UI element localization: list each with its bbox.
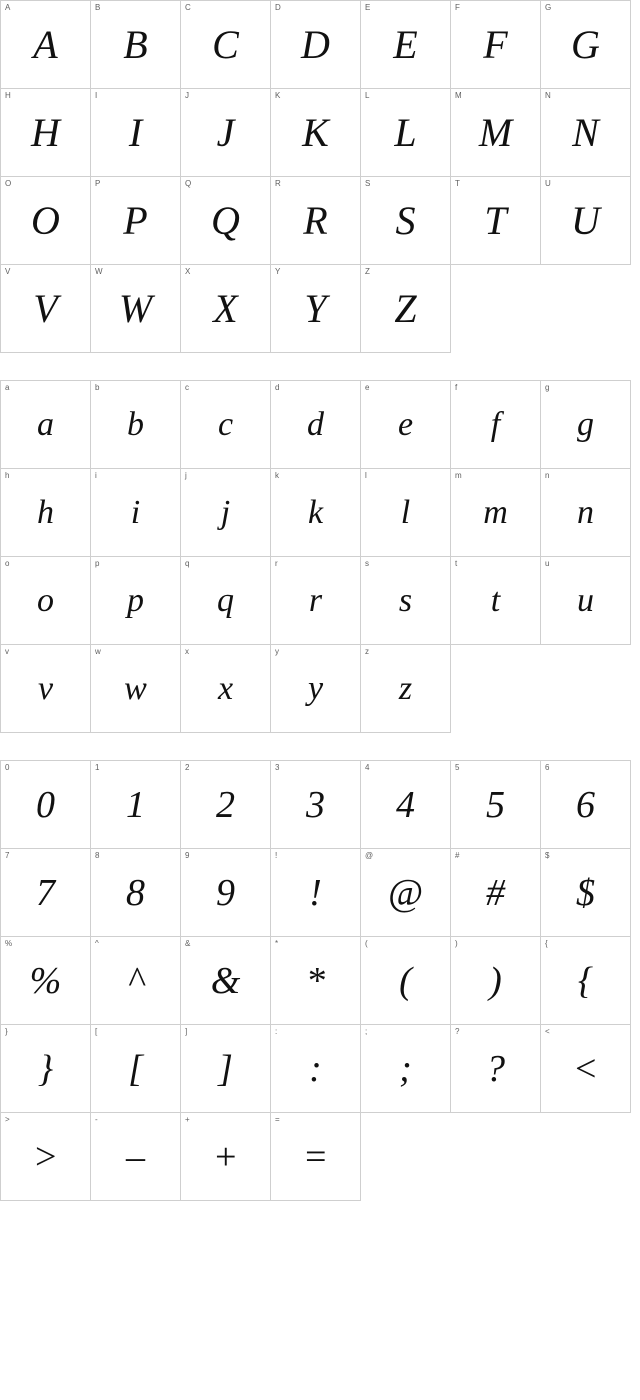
glyph-sample: h [37,493,54,531]
glyph-sample: < [572,1047,599,1090]
glyph-cell[interactable] [541,381,631,469]
glyph-code-label: f [455,383,458,392]
glyph-sample: A [33,21,58,67]
glyph-cell[interactable] [361,1,451,89]
glyph-cell[interactable] [361,557,451,645]
glyph-sample: n [577,493,594,531]
glyph-sample: ! [309,871,322,914]
glyph-sample: M [478,109,513,155]
glyph-code-label: y [275,647,279,656]
glyph-code-label: x [185,647,189,656]
glyph-block-uppercase [0,0,631,353]
glyph-cell[interactable] [181,1113,271,1201]
glyph-code-label: 9 [185,851,190,860]
glyph-cell[interactable] [181,557,271,645]
glyph-sample: $ [576,871,595,914]
glyph-cell[interactable] [361,381,451,469]
glyph-cell[interactable] [91,1025,181,1113]
glyph-code-label: ? [455,1027,460,1036]
glyph-sample: – [126,1135,145,1178]
glyph-code-label: ( [365,939,368,948]
glyph-sample: I [128,109,143,155]
glyph-code-label: W [95,267,103,276]
glyph-sample: p [127,581,144,619]
glyph-sample: r [308,581,323,619]
glyph-cell[interactable] [181,1025,271,1113]
glyph-cell-empty [541,1113,631,1201]
glyph-sample: 8 [126,871,145,914]
glyph-code-label: K [275,91,281,100]
glyph-cell[interactable] [271,645,361,733]
glyph-code-label: : [275,1027,278,1036]
glyph-cell[interactable] [1,937,91,1025]
glyph-code-label: p [95,559,100,568]
glyph-cell[interactable] [361,89,451,177]
glyph-sample: 1 [126,783,145,826]
glyph-code-label: s [365,559,369,568]
glyph-cell[interactable] [271,469,361,557]
glyph-code-label: 1 [95,763,100,772]
glyph-cell[interactable] [91,557,181,645]
glyph-cell[interactable] [91,265,181,353]
glyph-sample: q [217,581,234,619]
glyph-code-label: @ [365,851,374,860]
glyph-cell-empty [451,645,541,733]
glyph-cell[interactable] [271,89,361,177]
glyph-sample: y [307,669,324,707]
glyph-cell[interactable] [181,937,271,1025]
glyph-code-label: ^ [95,939,99,948]
glyph-cell[interactable] [541,557,631,645]
glyph-cell[interactable] [361,177,451,265]
glyph-code-label: & [185,939,191,948]
glyph-code-label: } [5,1027,8,1036]
glyph-sample: w [124,669,147,707]
glyph-code-label: # [455,851,460,860]
glyph-cell[interactable] [1,381,91,469]
glyph-code-label: L [365,91,370,100]
glyph-sample: D [301,21,330,67]
glyph-code-label: D [275,3,281,12]
glyph-cell[interactable] [91,177,181,265]
block-separator [0,733,640,760]
glyph-code-label: F [455,3,460,12]
glyph-sample: S [395,197,416,243]
glyph-cell[interactable] [361,849,451,937]
glyph-cell[interactable] [91,761,181,849]
glyph-sample: > [32,1135,59,1178]
glyph-code-label: Z [365,267,370,276]
glyph-code-label: u [545,559,550,568]
glyph-cell[interactable] [181,381,271,469]
glyph-code-label: q [185,559,190,568]
glyph-code-label: P [95,179,101,188]
glyph-block-digits-and-punctuation [0,760,631,1201]
glyph-code-label: a [5,383,10,392]
glyph-sample: 5 [486,783,505,826]
glyph-sample: U [571,197,600,243]
glyph-cell[interactable] [271,265,361,353]
glyph-sample: P [123,197,148,243]
glyph-cell[interactable] [181,177,271,265]
glyph-cell[interactable] [1,265,91,353]
glyph-sample: k [307,493,324,531]
glyph-cell[interactable] [91,645,181,733]
glyph-sample: 6 [576,783,595,826]
glyph-code-label: k [275,471,279,480]
glyph-sample: c [217,405,234,443]
glyph-cell[interactable] [541,89,631,177]
glyph-sample: ? [486,1047,505,1090]
glyph-sample: R [303,197,328,243]
glyph-cell[interactable] [271,177,361,265]
glyph-code-label: Y [275,267,281,276]
glyph-sample: * [306,959,325,1002]
glyph-code-label: = [275,1115,280,1124]
glyph-sample: z [398,669,413,707]
glyph-cell[interactable] [1,89,91,177]
glyph-code-label: < [545,1027,550,1036]
glyph-sample: d [307,405,324,443]
glyph-sample: 0 [36,783,55,826]
glyph-code-label: o [5,559,10,568]
glyph-sample: e [397,405,414,443]
glyph-sample: i [130,493,141,531]
glyph-code-label: V [5,267,11,276]
glyph-sample: H [31,109,60,155]
glyph-cell[interactable] [451,937,541,1025]
glyph-sample: m [483,493,508,531]
glyph-code-label: O [5,179,12,188]
glyph-cell[interactable] [541,1,631,89]
glyph-sample: # [486,871,505,914]
glyph-cell-empty [451,1113,541,1201]
glyph-cell[interactable] [271,937,361,1025]
glyph-cell[interactable] [181,469,271,557]
glyph-code-label: l [365,471,367,480]
glyph-code-label: ; [365,1027,368,1036]
glyph-code-label: 6 [545,763,550,772]
glyph-code-label: - [95,1115,98,1124]
glyph-code-label: g [545,383,550,392]
glyph-sample: j [220,493,231,531]
glyph-sample: t [490,581,501,619]
glyph-cell[interactable] [91,1113,181,1201]
glyph-sample: o [37,581,54,619]
glyph-sample: ; [399,1047,412,1090]
glyph-code-label: { [545,939,548,948]
glyph-code-label: r [275,559,278,568]
glyph-cell[interactable] [451,381,541,469]
glyph-code-label: 8 [95,851,100,860]
glyph-cell[interactable] [1,761,91,849]
glyph-cell[interactable] [1,177,91,265]
glyph-code-label: M [455,91,462,100]
glyph-sample: Y [304,285,327,331]
glyph-cell[interactable] [1,469,91,557]
glyph-code-label: 7 [5,851,10,860]
glyph-code-label: S [365,179,371,188]
glyph-cell[interactable] [451,849,541,937]
glyph-sample: ^ [127,959,144,1002]
glyph-sample: X [213,285,238,331]
glyph-code-label: 0 [5,763,10,772]
glyph-sample: v [37,669,54,707]
glyph-sample: 2 [216,783,235,826]
glyph-sample: Z [394,285,417,331]
glyph-code-label: X [185,267,191,276]
glyph-code-label: A [5,3,11,12]
glyph-cell[interactable] [451,761,541,849]
glyph-cell[interactable] [181,265,271,353]
glyph-code-label: C [185,3,191,12]
glyph-cell[interactable] [271,381,361,469]
sheet-bottom-margin [0,1201,640,1361]
glyph-sample: Q [211,197,240,243]
glyph-code-label: $ [545,851,550,860]
glyph-sample: x [217,669,234,707]
glyph-code-label: R [275,179,281,188]
glyph-cell[interactable] [1,645,91,733]
glyph-cell[interactable] [271,1025,361,1113]
glyph-cell[interactable] [451,177,541,265]
glyph-cell[interactable] [181,761,271,849]
glyph-cell[interactable] [451,1,541,89]
glyph-sample: f [490,405,501,443]
glyph-code-label: b [95,383,100,392]
glyph-sample: 3 [306,783,325,826]
glyph-code-label: 4 [365,763,370,772]
glyph-sample: = [302,1135,329,1178]
glyph-code-label: n [545,471,550,480]
glyph-cell[interactable] [451,557,541,645]
glyph-code-label: v [5,647,9,656]
glyph-cell[interactable] [1,849,91,937]
glyph-code-label: % [5,939,13,948]
glyph-sample: u [577,581,594,619]
glyph-cell[interactable] [541,937,631,1025]
glyph-cell[interactable] [91,89,181,177]
glyph-sample: T [484,197,507,243]
glyph-code-label: T [455,179,460,188]
glyph-sample: [ [128,1047,143,1090]
glyph-sample: 7 [36,871,55,914]
glyph-cell[interactable] [361,937,451,1025]
glyph-sample: L [394,109,417,155]
glyph-cell[interactable] [1,557,91,645]
glyph-sample: a [37,405,54,443]
glyph-sample: } [37,1047,54,1090]
glyph-code-label: ! [275,851,278,860]
glyph-sample: b [127,405,144,443]
glyph-code-label: ] [185,1027,188,1036]
glyph-cell-empty [541,265,631,353]
glyph-cell[interactable] [181,645,271,733]
glyph-code-label: Q [185,179,192,188]
glyph-cell[interactable] [361,469,451,557]
glyph-code-label: m [455,471,462,480]
glyph-code-label: t [455,559,458,568]
glyph-code-label: e [365,383,370,392]
glyph-cell[interactable] [181,849,271,937]
glyph-code-label: c [185,383,189,392]
glyph-sample: & [210,959,241,1002]
glyph-cell[interactable] [1,1,91,89]
glyph-cell-empty [361,1113,451,1201]
glyph-cell[interactable] [271,557,361,645]
glyph-sample: O [31,197,60,243]
glyph-cell[interactable] [451,469,541,557]
glyph-cell[interactable] [181,89,271,177]
glyph-code-label: j [185,471,187,480]
glyph-cell[interactable] [541,469,631,557]
glyph-cell[interactable] [1,1113,91,1201]
glyph-sample: V [33,285,58,331]
glyph-code-label: E [365,3,371,12]
glyph-block-lowercase [0,380,631,733]
glyph-code-label: 5 [455,763,460,772]
glyph-cell[interactable] [271,849,361,937]
glyph-cell[interactable] [541,849,631,937]
glyph-sample: E [393,21,418,67]
glyph-cell[interactable] [91,849,181,937]
glyph-code-label: z [365,647,369,656]
glyph-cell[interactable] [271,1113,361,1201]
glyph-cell[interactable] [361,761,451,849]
glyph-sample: G [571,21,600,67]
glyph-code-label: 3 [275,763,280,772]
glyph-code-label: U [545,179,551,188]
glyph-sample: % [29,959,62,1002]
glyph-cell[interactable] [91,1,181,89]
glyph-cell[interactable] [451,89,541,177]
glyph-code-label: w [95,647,101,656]
glyph-code-label: H [5,91,11,100]
glyph-cell[interactable] [541,177,631,265]
glyph-sample: @ [388,871,423,914]
glyph-code-label: i [95,471,97,480]
glyph-sample: J [216,109,235,155]
glyph-code-label: > [5,1115,10,1124]
glyph-sample: s [398,581,413,619]
glyph-cell[interactable] [451,1025,541,1113]
glyph-code-label: J [185,91,189,100]
glyph-code-label: ) [455,939,458,948]
glyph-cell[interactable] [1,1025,91,1113]
glyph-cell[interactable] [541,761,631,849]
glyph-sample: 9 [216,871,235,914]
glyph-sample: K [302,109,329,155]
glyph-cell[interactable] [361,645,451,733]
glyph-sample: W [118,285,153,331]
glyph-cell[interactable] [91,469,181,557]
glyph-sample: B [123,21,148,67]
glyph-cell[interactable] [541,1025,631,1113]
glyph-code-label: N [545,91,551,100]
block-separator [0,353,640,380]
glyph-cell-empty [541,645,631,733]
glyph-code-label: + [185,1115,190,1124]
glyph-cell[interactable] [361,265,451,353]
glyph-sample: F [483,21,508,67]
glyph-sample: C [212,21,239,67]
glyph-cell[interactable] [271,761,361,849]
glyph-code-label: d [275,383,280,392]
glyph-code-label: h [5,471,10,480]
glyph-cell[interactable] [91,381,181,469]
glyph-cell[interactable] [361,1025,451,1113]
glyph-sample: { [577,959,594,1002]
glyph-sample: 4 [396,783,415,826]
glyph-code-label: * [275,939,279,948]
glyph-sample: l [400,493,411,531]
glyph-sample: g [577,405,594,443]
glyph-code-label: 2 [185,763,190,772]
glyph-sample: N [572,109,599,155]
glyph-cell[interactable] [271,1,361,89]
glyph-cell-empty [451,265,541,353]
glyph-sample: : [309,1047,322,1090]
glyph-sample: ) [489,959,502,1002]
glyph-sample: + [212,1135,239,1178]
glyph-cell[interactable] [91,937,181,1025]
glyph-code-label: B [95,3,101,12]
glyph-sample: ( [399,959,412,1002]
glyph-sample: ] [218,1047,233,1090]
glyph-code-label: [ [95,1027,98,1036]
glyph-code-label: G [545,3,552,12]
glyph-code-label: I [95,91,98,100]
glyph-cell[interactable] [181,1,271,89]
